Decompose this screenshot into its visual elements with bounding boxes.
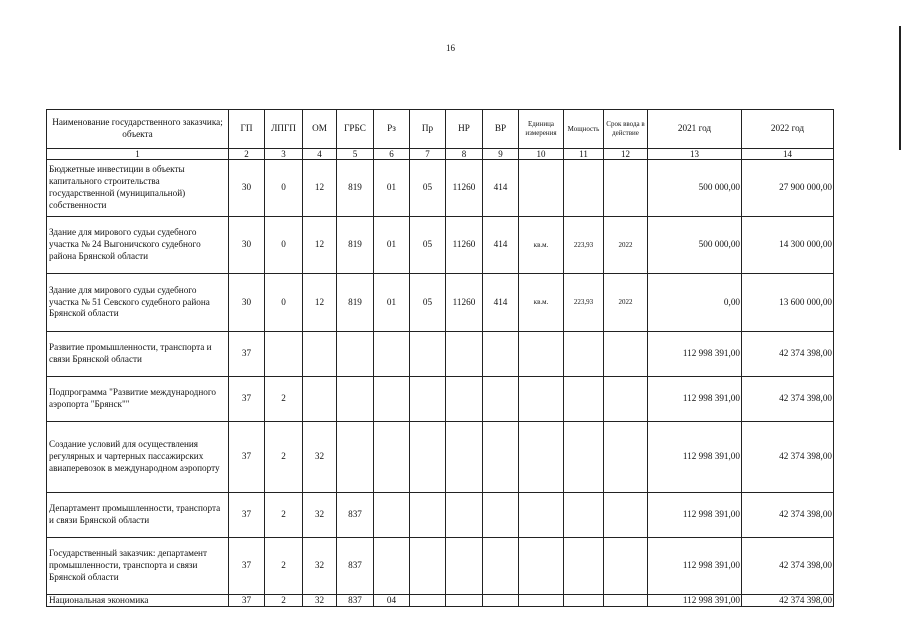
row-name-cell: Государственный заказчик: департамент промышленности, транспорта и связи Брянской области <box>47 538 229 595</box>
row-grbs-cell: 837 <box>337 538 374 595</box>
row-gp-cell: 37 <box>229 377 265 422</box>
row-capacity-cell <box>564 160 604 217</box>
row-pr-cell <box>410 493 446 538</box>
row-gp-cell: 37 <box>229 332 265 377</box>
header-cell: ОМ <box>303 110 337 149</box>
row-capacity-cell <box>564 595 604 607</box>
header-cell: 2021 год <box>648 110 742 149</box>
row-pr-cell: 05 <box>410 274 446 332</box>
row-y2022-cell: 13 600 000,00 <box>742 274 834 332</box>
row-om-cell: 32 <box>303 595 337 607</box>
row-rz-cell <box>374 377 410 422</box>
row-nr-cell <box>446 493 483 538</box>
row-vr-cell <box>483 538 519 595</box>
table-row <box>47 595 834 607</box>
row-om-cell: 32 <box>303 493 337 538</box>
column-number: 9 <box>483 149 519 160</box>
column-number: 5 <box>337 149 374 160</box>
row-year-in-cell <box>604 377 648 422</box>
row-vr-cell: 414 <box>483 217 519 274</box>
table-row <box>47 160 834 217</box>
row-capacity-cell <box>564 422 604 493</box>
row-y2021-cell: 112 998 391,00 <box>648 332 742 377</box>
row-pr-cell: 05 <box>410 160 446 217</box>
row-name-cell: Создание условий для осуществления регулярных и чартерных пассажирских авиаперевозок в международном аэропорту <box>47 422 229 493</box>
row-vr-cell: 414 <box>483 274 519 332</box>
row-grbs-cell <box>337 422 374 493</box>
row-y2021-cell: 112 998 391,00 <box>648 538 742 595</box>
row-lpgp-cell: 2 <box>265 595 303 607</box>
table-row <box>47 274 834 332</box>
row-rz-cell: 01 <box>374 160 410 217</box>
row-vr-cell <box>483 595 519 607</box>
row-y2021-cell: 500 000,00 <box>648 160 742 217</box>
row-vr-cell <box>483 493 519 538</box>
row-capacity-cell: 223,93 <box>564 274 604 332</box>
row-om-cell: 32 <box>303 538 337 595</box>
row-y2021-cell: 112 998 391,00 <box>648 422 742 493</box>
table-row <box>47 377 834 422</box>
row-year-in-cell: 2022 <box>604 217 648 274</box>
column-number: 13 <box>648 149 742 160</box>
row-nr-cell <box>446 377 483 422</box>
row-vr-cell <box>483 422 519 493</box>
row-lpgp-cell: 2 <box>265 422 303 493</box>
row-nr-cell <box>446 538 483 595</box>
row-name-cell: Здание для мирового судьи судебного участка № 24 Выгоничского судебного района Брянской области <box>47 217 229 274</box>
column-number-row <box>47 149 834 160</box>
row-rz-cell: 01 <box>374 217 410 274</box>
row-lpgp-cell: 2 <box>265 538 303 595</box>
row-y2021-cell: 112 998 391,00 <box>648 377 742 422</box>
table-row <box>47 422 834 493</box>
row-y2021-cell: 0,00 <box>648 274 742 332</box>
row-om-cell <box>303 377 337 422</box>
row-capacity-cell: 223,93 <box>564 217 604 274</box>
row-unit-cell <box>519 595 564 607</box>
column-number: 6 <box>374 149 410 160</box>
row-y2022-cell: 42 374 398,00 <box>742 538 834 595</box>
row-nr-cell <box>446 332 483 377</box>
column-number: 3 <box>265 149 303 160</box>
row-unit-cell <box>519 538 564 595</box>
row-unit-cell: кв.м. <box>519 274 564 332</box>
row-unit-cell <box>519 332 564 377</box>
row-y2021-cell: 112 998 391,00 <box>648 493 742 538</box>
row-vr-cell <box>483 377 519 422</box>
budget-investment-table <box>46 109 834 607</box>
row-rz-cell <box>374 538 410 595</box>
row-pr-cell <box>410 422 446 493</box>
row-name-cell: Департамент промышленности, транспорта и связи Брянской области <box>47 493 229 538</box>
row-grbs-cell: 819 <box>337 160 374 217</box>
row-capacity-cell <box>564 538 604 595</box>
row-grbs-cell: 819 <box>337 217 374 274</box>
row-lpgp-cell: 2 <box>265 377 303 422</box>
header-cell: ВР <box>483 110 519 149</box>
row-nr-cell: 11260 <box>446 217 483 274</box>
header-cell: ЛПГП <box>265 110 303 149</box>
scan-edge-mark <box>899 26 901 150</box>
row-vr-cell: 414 <box>483 160 519 217</box>
row-rz-cell <box>374 332 410 377</box>
row-pr-cell <box>410 538 446 595</box>
column-number: 11 <box>564 149 604 160</box>
row-unit-cell <box>519 493 564 538</box>
row-nr-cell <box>446 422 483 493</box>
table-row <box>47 493 834 538</box>
table-row <box>47 538 834 595</box>
row-rz-cell: 04 <box>374 595 410 607</box>
header-cell: ГРБС <box>337 110 374 149</box>
row-y2022-cell: 42 374 398,00 <box>742 493 834 538</box>
row-nr-cell: 11260 <box>446 160 483 217</box>
row-capacity-cell <box>564 377 604 422</box>
header-cell: Рз <box>374 110 410 149</box>
row-nr-cell: 11260 <box>446 274 483 332</box>
header-cell: Мощность <box>564 110 604 149</box>
row-gp-cell: 30 <box>229 274 265 332</box>
row-gp-cell: 37 <box>229 595 265 607</box>
row-name-cell: Бюджетные инвестиции в объекты капитального строительства государственной (муниципальной) собственности <box>47 160 229 217</box>
row-y2022-cell: 42 374 398,00 <box>742 377 834 422</box>
row-capacity-cell <box>564 332 604 377</box>
column-number: 1 <box>47 149 229 160</box>
row-grbs-cell: 819 <box>337 274 374 332</box>
row-om-cell: 12 <box>303 160 337 217</box>
row-lpgp-cell: 0 <box>265 217 303 274</box>
row-grbs-cell <box>337 332 374 377</box>
row-lpgp-cell: 2 <box>265 493 303 538</box>
row-pr-cell: 05 <box>410 217 446 274</box>
row-gp-cell: 37 <box>229 422 265 493</box>
header-cell: ГП <box>229 110 265 149</box>
header-cell: Наименование государственного заказчика; объекта <box>47 110 229 149</box>
column-number: 2 <box>229 149 265 160</box>
row-om-cell: 12 <box>303 274 337 332</box>
row-grbs-cell: 837 <box>337 493 374 538</box>
row-gp-cell: 30 <box>229 160 265 217</box>
row-year-in-cell <box>604 595 648 607</box>
row-pr-cell <box>410 377 446 422</box>
column-number: 10 <box>519 149 564 160</box>
table-header-row <box>47 110 834 149</box>
header-cell: Пр <box>410 110 446 149</box>
row-rz-cell <box>374 493 410 538</box>
row-gp-cell: 30 <box>229 217 265 274</box>
row-grbs-cell: 837 <box>337 595 374 607</box>
table-row <box>47 332 834 377</box>
row-om-cell: 32 <box>303 422 337 493</box>
row-om-cell: 12 <box>303 217 337 274</box>
table-row <box>47 217 834 274</box>
row-rz-cell <box>374 422 410 493</box>
row-y2022-cell: 14 300 000,00 <box>742 217 834 274</box>
row-y2022-cell: 42 374 398,00 <box>742 595 834 607</box>
row-year-in-cell <box>604 538 648 595</box>
row-capacity-cell <box>564 493 604 538</box>
row-grbs-cell <box>337 377 374 422</box>
row-lpgp-cell <box>265 332 303 377</box>
row-gp-cell: 37 <box>229 538 265 595</box>
header-cell: Срок ввода в действие <box>604 110 648 149</box>
column-number: 4 <box>303 149 337 160</box>
row-year-in-cell <box>604 160 648 217</box>
header-cell: Единица измерения <box>519 110 564 149</box>
column-number: 7 <box>410 149 446 160</box>
row-y2022-cell: 42 374 398,00 <box>742 422 834 493</box>
row-year-in-cell: 2022 <box>604 274 648 332</box>
column-number: 8 <box>446 149 483 160</box>
row-name-cell: Здание для мирового судьи судебного участка № 51 Севского судебного района Брянской области <box>47 274 229 332</box>
row-name-cell: Развитие промышленности, транспорта и связи Брянской области <box>47 332 229 377</box>
page-number: 16 <box>446 43 455 53</box>
row-y2021-cell: 112 998 391,00 <box>648 595 742 607</box>
row-vr-cell <box>483 332 519 377</box>
row-gp-cell: 37 <box>229 493 265 538</box>
row-lpgp-cell: 0 <box>265 160 303 217</box>
row-name-cell: Национальная экономика <box>47 595 229 607</box>
row-unit-cell <box>519 377 564 422</box>
row-unit-cell: кв.м. <box>519 217 564 274</box>
row-nr-cell <box>446 595 483 607</box>
header-cell: 2022 год <box>742 110 834 149</box>
row-lpgp-cell: 0 <box>265 274 303 332</box>
row-year-in-cell <box>604 422 648 493</box>
row-unit-cell <box>519 422 564 493</box>
row-pr-cell <box>410 595 446 607</box>
row-rz-cell: 01 <box>374 274 410 332</box>
row-unit-cell <box>519 160 564 217</box>
row-name-cell: Подпрограмма "Развитие международного аэропорта "Брянск"" <box>47 377 229 422</box>
row-y2022-cell: 42 374 398,00 <box>742 332 834 377</box>
column-number: 14 <box>742 149 834 160</box>
row-y2021-cell: 500 000,00 <box>648 217 742 274</box>
row-om-cell <box>303 332 337 377</box>
row-year-in-cell <box>604 332 648 377</box>
header-cell: НР <box>446 110 483 149</box>
row-y2022-cell: 27 900 000,00 <box>742 160 834 217</box>
row-pr-cell <box>410 332 446 377</box>
column-number: 12 <box>604 149 648 160</box>
row-year-in-cell <box>604 493 648 538</box>
